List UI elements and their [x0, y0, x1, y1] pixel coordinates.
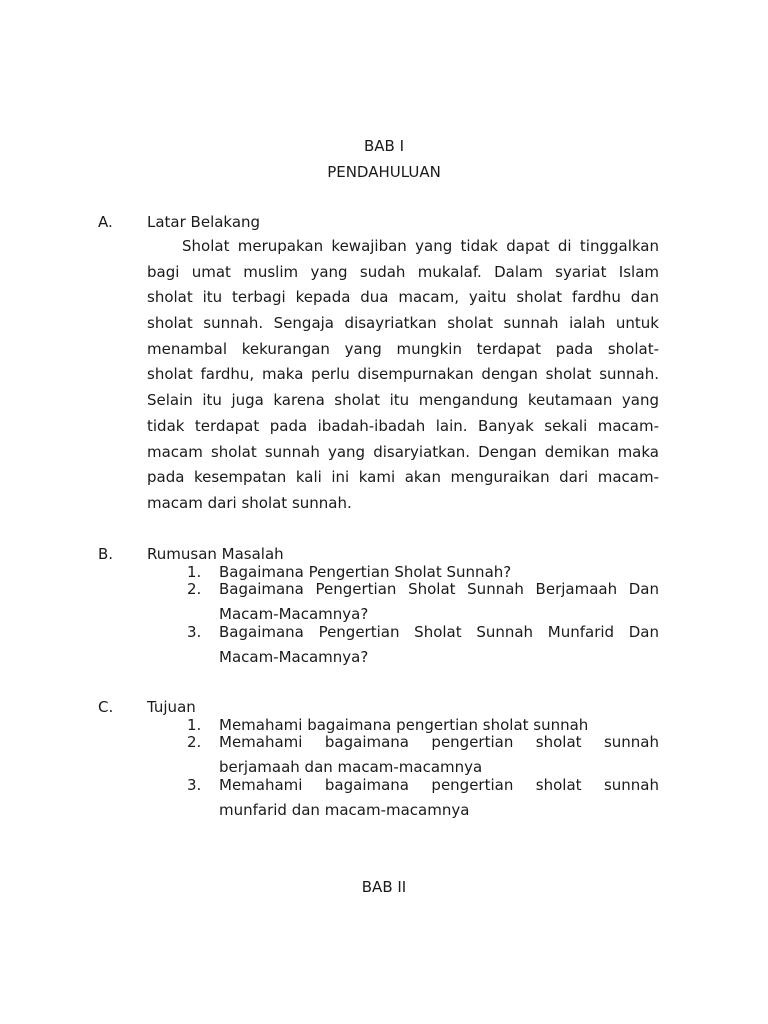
paragraph-line: bagi umat muslim yang sudah mukalaf. Dalam syariat Islam: [147, 262, 659, 281]
list-item-text: Bagaimana Pengertian Sholat Sunnah?: [219, 563, 512, 581]
paragraph-line: sholat fardhu, maka perlu disempurnakan dengan sholat sunnah.: [147, 365, 659, 384]
section-a-title: Latar Belakang: [147, 213, 261, 231]
list-item-text: Bagaimana Pengertian Sholat Sunnah Munfarid Dan: [219, 623, 659, 641]
list-item: [219, 776, 659, 819]
paragraph-line: macam dari sholat sunnah.: [147, 493, 352, 512]
section-c-letter: C.: [98, 698, 114, 716]
list-item-text: Memahami bagaimana pengertian sholat sunnah: [219, 776, 659, 794]
section-b-title: Rumusan Masalah: [147, 545, 284, 563]
list-item-text: Memahami bagaimana pengertian sholat sunnah: [219, 716, 589, 734]
paragraph-line: macam sholat sunnah yang disaryiatkan. Dengan demikan maka: [147, 442, 659, 461]
paragraph-line: Sholat merupakan kewajiban yang tidak dapat di tinggalkan: [182, 237, 659, 255]
list-item: [219, 716, 659, 734]
paragraph-line: sholat itu terbagi kepada dua macam, yaitu sholat fardhu dan: [147, 288, 659, 307]
list-item-text: Macam-Macamnya?: [219, 648, 369, 666]
chapter-title: PENDAHULUAN: [327, 163, 441, 181]
list-number: 1.: [187, 716, 202, 734]
list-item-text: munfarid dan macam-macamnya: [219, 801, 470, 819]
list-item-text: berjamaah dan macam-macamnya: [219, 758, 483, 776]
list-number: 2.: [187, 580, 202, 598]
section-a-letter: A.: [98, 213, 113, 231]
list-item-text: Macam-Macamnya?: [219, 605, 369, 623]
list-item: [219, 580, 659, 623]
list-number: 2.: [187, 733, 202, 751]
paragraph-line: pada kesempatan kali ini kami akan menguraikan dari macam-: [147, 468, 659, 487]
paragraph-line: sholat sunnah. Sengaja disayriatkan sholat sunnah ialah untuk: [147, 314, 659, 333]
paragraph-line: Selain itu juga karena sholat itu mengandung keutamaan yang: [147, 391, 659, 410]
background-paragraph: [147, 234, 659, 517]
section-c-title: Tujuan: [147, 698, 196, 716]
section-b-letter: B.: [98, 545, 114, 563]
list-item: [219, 733, 659, 776]
list-number: 1.: [187, 563, 202, 581]
list-item-text: Memahami bagaimana pengertian sholat sunnah: [219, 733, 659, 751]
chapter-2-heading: BAB II: [361, 878, 407, 896]
paragraph-line: tidak terdapat pada ibadah-ibadah lain. Banyak sekali macam-: [147, 416, 659, 435]
list-number: 3.: [187, 623, 202, 641]
list-item: [219, 623, 659, 666]
list-item: [219, 563, 659, 581]
chapter-heading: BAB I: [363, 137, 405, 155]
paragraph-line: menambal kekurangan yang mungkin terdapat pada sholat-: [147, 339, 659, 358]
list-item-text: Bagaimana Pengertian Sholat Sunnah Berjamaah Dan: [219, 580, 659, 598]
list-number: 3.: [187, 776, 202, 794]
